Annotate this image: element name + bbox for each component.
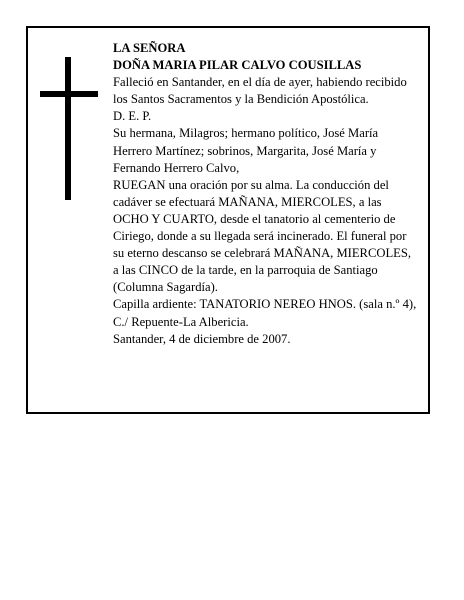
obituary-notice — [26, 26, 430, 414]
rip-line: D. E. P. — [113, 109, 152, 124]
chapel-location: Capilla ardiente: TANATORIO NEREO HNOS. (sala n.º 4), C./ Repuente-La Albericia. — [113, 297, 417, 329]
family-members: Su hermana, Milagros; hermano político, José María Herrero Martínez; sobrinos, Margarita, José María y Fernando Herrero Calvo, — [113, 126, 379, 175]
death-announcement: Falleció en Santander, en el día de ayer, habiendo recibido — [113, 75, 407, 90]
cross-vertical-bar — [65, 57, 71, 200]
notice-heading: LA SEÑORA — [113, 41, 186, 55]
place-and-date: Santander, 4 de diciembre de 2007. — [113, 331, 291, 346]
cross-horizontal-bar — [40, 91, 98, 97]
latin-cross-icon — [40, 57, 98, 200]
sacraments-line: los Santos Sacramentos y la Bendición Apostólica. — [113, 92, 369, 107]
funeral-details: RUEGAN una oración por su alma. La conducción del cadáver se efectuará MAÑANA, MIERCOLES, a las OCHO Y CUARTO, desde el tanatorio al cementerio de Ciriego, donde a su llegada será incinerado. El funeral por su eterno descanso se celebrará MAÑANA, MIERCOLES, a las CINCO de la tarde, en la parroquia de Santiago (Columna Sagardía). — [113, 177, 411, 295]
deceased-name: DOÑA MARIA PILAR CALVO COUSILLAS — [113, 58, 362, 73]
obituary-text — [113, 40, 419, 348]
